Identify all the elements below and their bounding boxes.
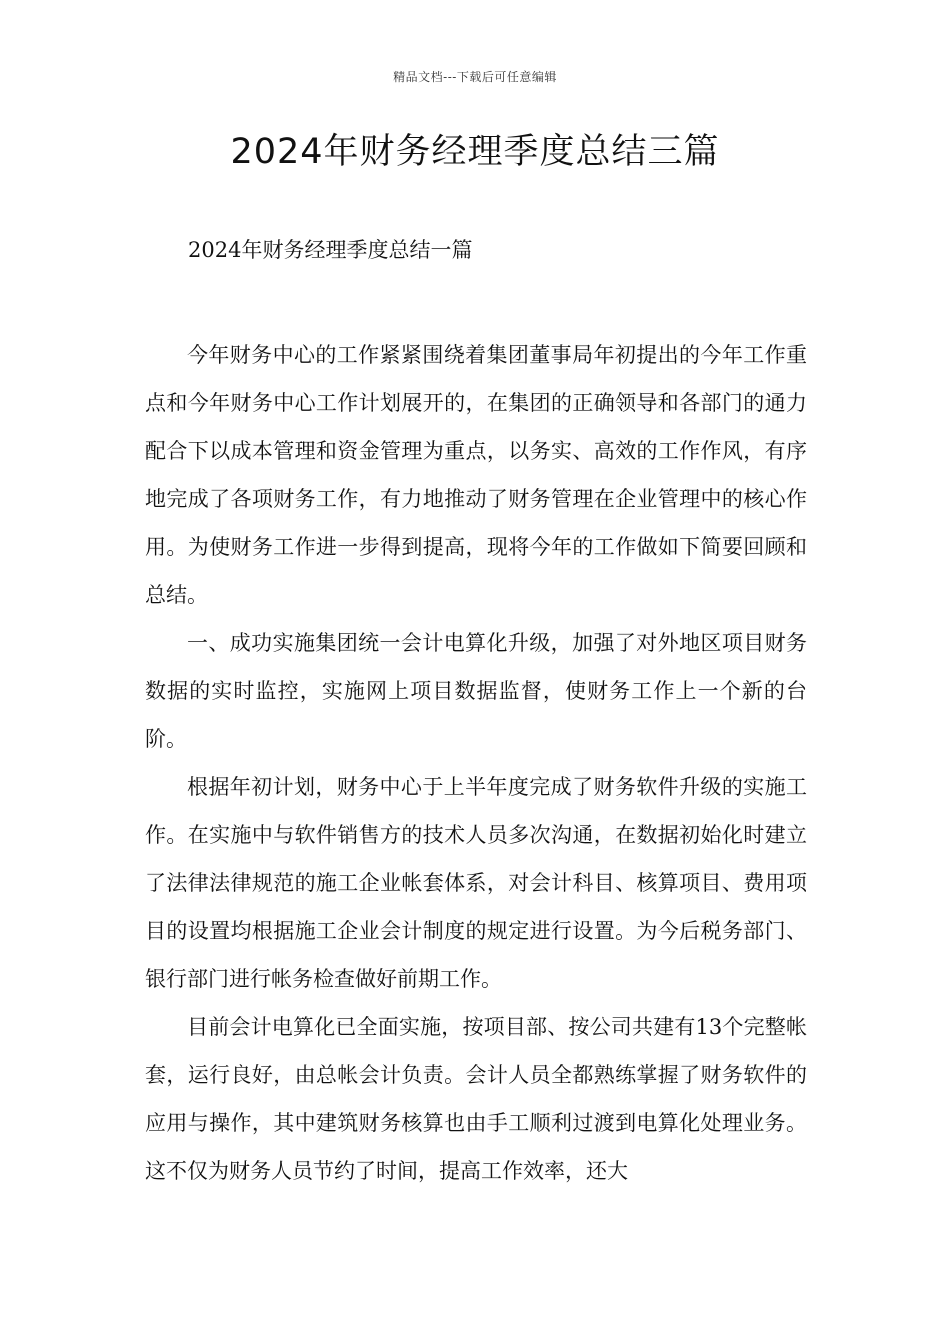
section-title: 2024年财务经理季度总结一篇 (188, 238, 473, 262)
paragraph: 一、成功实施集团统一会计电算化升级，加强了对外地区项目财务数据的实时监控，实施网上项目数据监督，使财务工作上一个新的台阶。 (145, 631, 807, 751)
document-title: 2024年财务经理季度总结三篇 (230, 132, 720, 172)
header-note: 精品文档---下载后可任意编辑 (393, 70, 557, 84)
body-text (145, 331, 807, 1195)
paragraph: 今年财务中心的工作紧紧围绕着集团董事局年初提出的今年工作重点和今年财务中心工作计划展开的，在集团的正确领导和各部门的通力配合下以成本管理和资金管理为重点，以务实、高效的工作作风，有序地完成了各项财务工作，有力地推动了财务管理在企业管理中的核心作用。为使财务工作进一步得到提高，现将今年的工作做如下简要回顾和总结。 (145, 343, 807, 607)
paragraph: 目前会计电算化已全面实施，按项目部、按公司共建有13个完整帐套，运行良好，由总帐会计负责。会计人员全都熟练掌握了财务软件的应用与操作，其中建筑财务核算也由手工顺利过渡到电算化处理业务。这不仅为财务人员节约了时间，提高工作效率，还大 (145, 1015, 807, 1183)
paragraph: 根据年初计划，财务中心于上半年度完成了财务软件升级的实施工作。在实施中与软件销售方的技术人员多次沟通，在数据初始化时建立了法律法律规范的施工企业帐套体系，对会计科目、核算项目、费用项目的设置均根据施工企业会计制度的规定进行设置。为今后税务部门、银行部门进行帐务检查做好前期工作。 (145, 775, 807, 991)
